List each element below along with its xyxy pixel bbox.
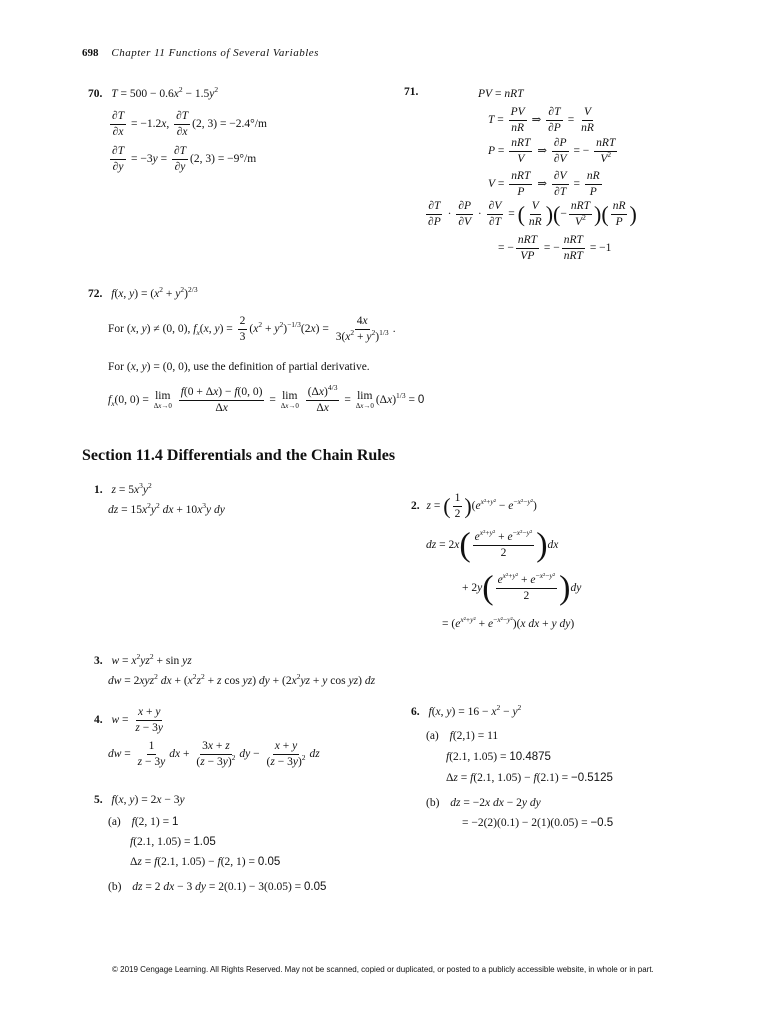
part-label: (a) xyxy=(108,816,121,828)
problem-2-dz2: + 2y( $\frac{e^{x^2+y^2} + e^{-x^2-y^2}}{2}$ )dy xyxy=(462,569,582,607)
problem-5b: (b) dz = 2 dx − 3 dy = 2(0.1) − 3(0.05) = 0.05 xyxy=(108,881,327,893)
part-label: (a) xyxy=(426,730,439,742)
text-for: For xyxy=(108,361,124,373)
problem-5a: (a) f(2, 1) = 1 xyxy=(108,816,179,828)
problem-4-dw: dw = $\frac{1}{z - 3y}$ dx + $\frac{3x + z}{(z - 3y)^2}$ dy − $\frac{x + y}{(z - 3y)^2}$ dz xyxy=(108,740,320,768)
problem-70-dtdy: $\frac{\partial T}{\partial y}$ = −3y = $\frac{\partial T}{\partial y}$ (2, 3) = −9°/m xyxy=(112,145,257,173)
problem-72-fx: For (x, y) ≠ (0, 0), $f_x(x$, y) = $\frac{2}{3}$ $(x^2 + y^2)^{-1/3}(2x)$ = $\frac{4x}{3(x^2 + y^2)^{1/3}}$ . xyxy=(108,315,396,343)
problem-6: 6. f(x, $y) = 16 - x^2 - y^2$ xyxy=(411,703,522,718)
problem-6b: (b) dz = −2x dx − 2y dy xyxy=(426,797,541,809)
page-header xyxy=(82,47,319,60)
problem-3-dw: dw = 2xyz$^2$ dx + ($x^2z^2 + z$ cos yz) dy + ($2x^2yz + y$ cos yz) dz xyxy=(108,672,376,687)
problem-number: 4. xyxy=(94,713,103,726)
problem-72: 72. f(x, $y) = (x^2 + y^2)^{2/3}$ xyxy=(88,285,198,300)
problem-5a-2: f(2.1, 1.05) = 1.05 xyxy=(130,836,216,848)
problem-3: 3. $w = x^2yz^2 + \sin$ yz xyxy=(94,652,192,667)
problem-71-number xyxy=(404,86,418,99)
part-label: (b) xyxy=(426,797,440,809)
problem-72-note: For (x, y) = (0, 0), use the definition of partial derivative. xyxy=(108,361,370,373)
problem-number: 3. xyxy=(94,655,103,667)
problem-71-product: $\frac{\partial T}{\partial P}$ · $\frac{\partial P}{\partial V}$ · $\frac{\partial V}{\partial T}$ = ( $\frac{V}{nR}$ )(− nRT $V^2$ )( $\frac{nR}{P}$ ) xyxy=(428,200,637,228)
problem-71-pv: PV = nRT xyxy=(478,88,524,100)
part-label: (b) xyxy=(108,881,122,893)
problem-4: 4. w = $\frac{x + y}{z - 3y}$ xyxy=(94,706,164,734)
text-for: For xyxy=(108,322,124,335)
problem-number: 2. xyxy=(411,499,420,512)
problem-6a-2: f(2.1, 1.05) = 10.4875 xyxy=(446,751,551,763)
problem-number: 70. xyxy=(88,88,103,100)
problem-71-result: = − nRT VP = − nRT nRT = −1 xyxy=(498,234,612,262)
problem-5a-3: Δz = f(2.1, 1.05) − f(2, 1) = 0.05 xyxy=(130,856,281,868)
footer-copyright: © 2019 Cengage Learning. All Rights Reserved. May not be scanned, copied or duplicated, or posted to a publicly accessible website, in whole or in part. xyxy=(112,965,654,974)
problem-2-dz3: = $(e^{x^2+y^2} + e^{-x^2-y^2})(x$ dx + y dy) xyxy=(442,615,575,630)
problem-70-dtdx: $\frac{\partial T}{\partial x}$ = −1.2x, $\frac{\partial T}{\partial x}$ (2, 3) = −2.4°/m xyxy=(112,110,267,138)
problem-number: 5. xyxy=(94,794,103,806)
problem-6b-2: = −2(2)(0.1) − 2(1)(0.05) = −0.5 xyxy=(462,817,614,829)
problem-2-dz1: dz = 2x( $\frac{e^{x^2+y^2} + e^{-x^2-y^2}}{2}$ )dx xyxy=(426,526,559,564)
problem-6a: (a) f(2,1) = 11 xyxy=(426,730,499,742)
problem-1: 1. $z = 5x^3y^2$ xyxy=(94,481,152,496)
section-title: Section 11.4 Differentials and the Chain Rules xyxy=(82,447,396,464)
problem-number: 71. xyxy=(404,86,419,98)
problem-number: 72. xyxy=(88,288,103,300)
definition-note: use the definition of partial derivative. xyxy=(193,361,370,373)
problem-71-t: T = $\frac{PV}{nR}$ ⇒ $\frac{\partial T}{\partial P}$ = $\frac{V}{nR}$ xyxy=(488,106,594,134)
problem-71-p: P = nRT V ⇒ $\frac{\partial P}{\partial V}$ = − nRT $V^2$ xyxy=(488,137,616,165)
problem-70: 70. $T = 500 - 0.6x^2 - 1.5y^2$ xyxy=(88,85,219,100)
problem-number: 1. xyxy=(94,484,103,496)
problem-2: 2. z = ( $\frac{1}{2}$ )$(e^{x^2+y^2} - e^{-x^2-y^2})$ xyxy=(411,492,537,520)
page-number: 698 xyxy=(82,47,99,59)
problem-1-dz: dz = $15x^2y^2$ dx + $10x^3y$ dy xyxy=(108,501,225,516)
problem-number: 6. xyxy=(411,706,420,718)
problem-71-v: V = nRT P ⇒ $\frac{\partial V}{\partial T}$ = $\frac{nR}{P}$ xyxy=(488,170,600,198)
problem-5: 5. f(x, y) = 2x − 3y xyxy=(94,794,185,806)
chapter-title: Chapter 11 Functions of Several Variables xyxy=(111,47,319,59)
problem-72-limit: $f_x(0$, 0) = lim Δx→0 $\frac{f(0 + \Delta x) - f(0, 0)}{\Delta x}$ = lim Δx→0 $\frac{(\Delta x)^{4/3}}{\Delta x}$ = lim Δx→0 $(\Delta x)^{1/3} = 0$ xyxy=(108,383,425,414)
problem-6a-3: Δz = f(2.1, 1.05) − f(2.1) = −0.5125 xyxy=(446,772,613,784)
